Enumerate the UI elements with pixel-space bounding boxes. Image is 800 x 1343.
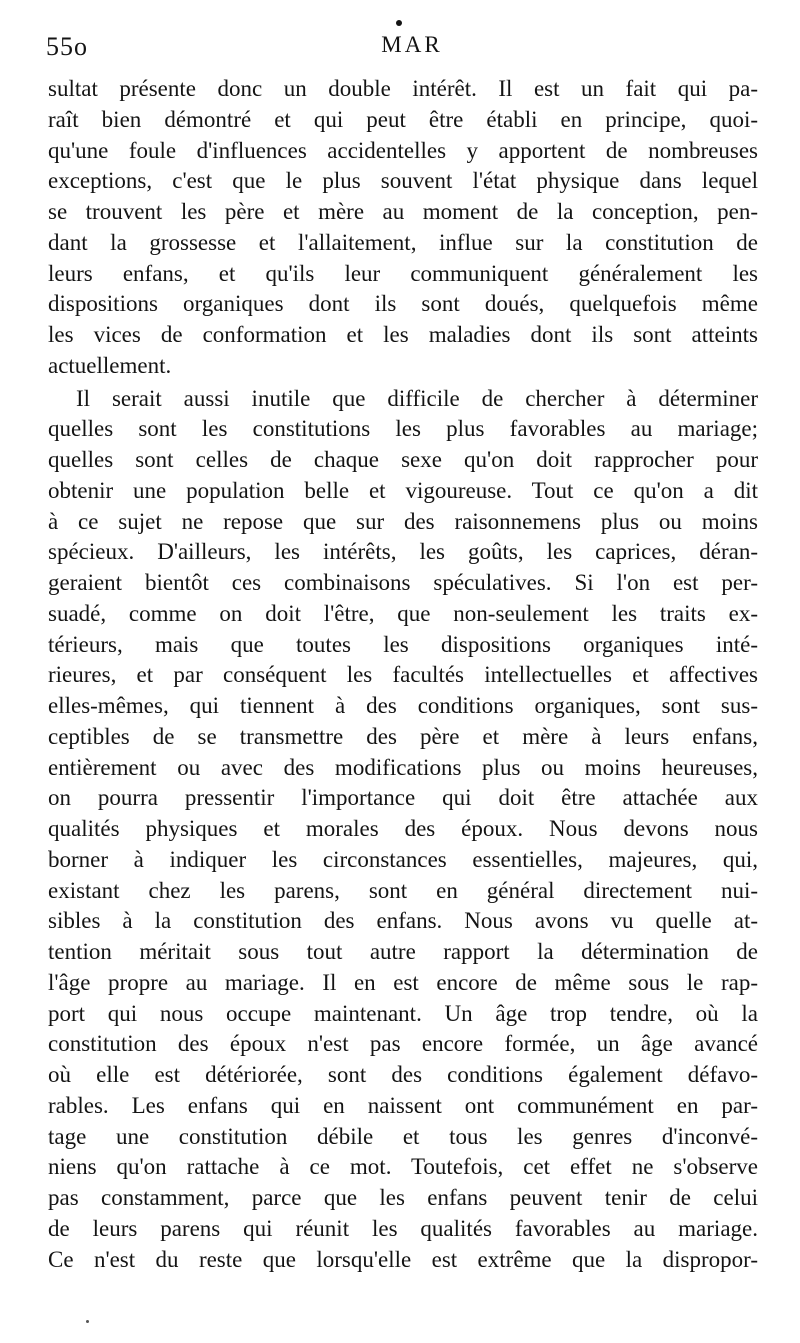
text-line: tention méritait sous tout autre rapport la détermination de <box>48 939 758 964</box>
ink-speck <box>396 20 402 26</box>
text-line: rieures, et par conséquent les facultés intellectuelles et affectives <box>48 662 758 688</box>
text-line: les vices de conformation et les maladies dont ils sont atteints <box>48 322 758 347</box>
text-line: leurs enfans, et qu'ils leur communiquent généralement les <box>48 260 758 286</box>
text-line: qu'une foule d'influences accidentelles y apportent de nombreuses <box>48 137 758 163</box>
text-line: on pourra pressentir l'importance qui doit être attachée aux <box>48 785 758 811</box>
text-line: Ce n'est du reste que lorsqu'elle est extrême que la dispropor- <box>48 1246 758 1272</box>
text-line: dant la grossesse et l'allaitement, influe sur la constitution de <box>48 229 758 255</box>
text-line: geraient bientôt ces combinaisons spéculatives. Si l'on est per- <box>48 570 758 595</box>
text-line: suadé, comme on doit l'être, que non-seulement les traits ex- <box>48 600 758 626</box>
text-line: rables. Les enfans qui en naissent ont communément en par- <box>48 1092 758 1118</box>
page-number: 55o <box>46 32 88 61</box>
text-line: à ce sujet ne repose que sur des raisonnemens plus ou moins <box>48 508 758 534</box>
text-line: raît bien démontré et qui peut être établi en principe, quoi- <box>48 106 758 132</box>
running-head <box>46 32 758 68</box>
text-line: se trouvent les père et mère au moment de la conception, pen- <box>48 199 758 224</box>
text-line: port qui nous occupe maintenant. Un âge trop tendre, où la <box>48 1000 758 1026</box>
ink-speck <box>86 1320 89 1323</box>
text-line: actuellement. <box>48 352 172 378</box>
text-line: de leurs parens qui réunit les qualités favorables au mariage. <box>48 1215 758 1241</box>
text-line: exceptions, c'est que le plus souvent l'état physique dans lequel <box>48 168 758 194</box>
text-line: l'âge propre au mariage. Il en est encore de même sous le rap- <box>48 969 758 995</box>
body-text <box>48 74 758 1275</box>
text-line: existant chez les parens, sont en général directement nui- <box>48 877 758 903</box>
text-line: ceptibles de se transmettre des père et mère à leurs enfans, <box>48 723 758 749</box>
text-line: constitution des époux n'est pas encore formée, un âge avancé <box>48 1031 758 1057</box>
text-line: entièrement ou avec des modifications plus ou moins heureuses, <box>48 754 758 780</box>
text-line: obtenir une population belle et vigoureuse. Tout ce qu'on a dit <box>48 477 758 503</box>
text-line: sibles à la constitution des enfans. Nous avons vu quelle at- <box>48 908 758 934</box>
paragraph <box>48 74 758 382</box>
text-line: quelles sont celles de chaque sexe qu'on doit rapprocher pour <box>48 447 758 472</box>
paragraph <box>48 384 758 1276</box>
text-line: tage une constitution débile et tous les genres d'inconvé- <box>48 1123 758 1149</box>
text-line: quelles sont les constitutions les plus favorables au mariage; <box>48 416 758 442</box>
text-line: borner à indiquer les circonstances essentielles, majeures, qui, <box>48 846 758 872</box>
text-line: qualités physiques et morales des époux. Nous devons nous <box>48 816 758 841</box>
text-line: pas constamment, parce que les enfans peuvent tenir de celui <box>48 1185 758 1210</box>
text-line: sultat présente donc un double intérêt. Il est un fait qui pa- <box>48 76 758 101</box>
text-line: térieurs, mais que toutes les dispositions organiques inté- <box>48 631 758 657</box>
text-line: où elle est détériorée, sont des conditions également défavo- <box>48 1062 758 1087</box>
text-line: Il serait aussi inutile que difficile de chercher à déterminer <box>76 385 758 411</box>
text-line: spécieux. D'ailleurs, les intérêts, les goûts, les caprices, déran- <box>48 539 758 565</box>
running-title: MAR <box>381 32 443 57</box>
text-line: dispositions organiques dont ils sont doués, quelquefois même <box>48 291 758 317</box>
text-line: niens qu'on rattache à ce mot. Toutefois, cet effet ne s'observe <box>48 1154 758 1180</box>
text-line: elles-mêmes, qui tiennent à des conditions organiques, sont sus- <box>48 693 758 718</box>
